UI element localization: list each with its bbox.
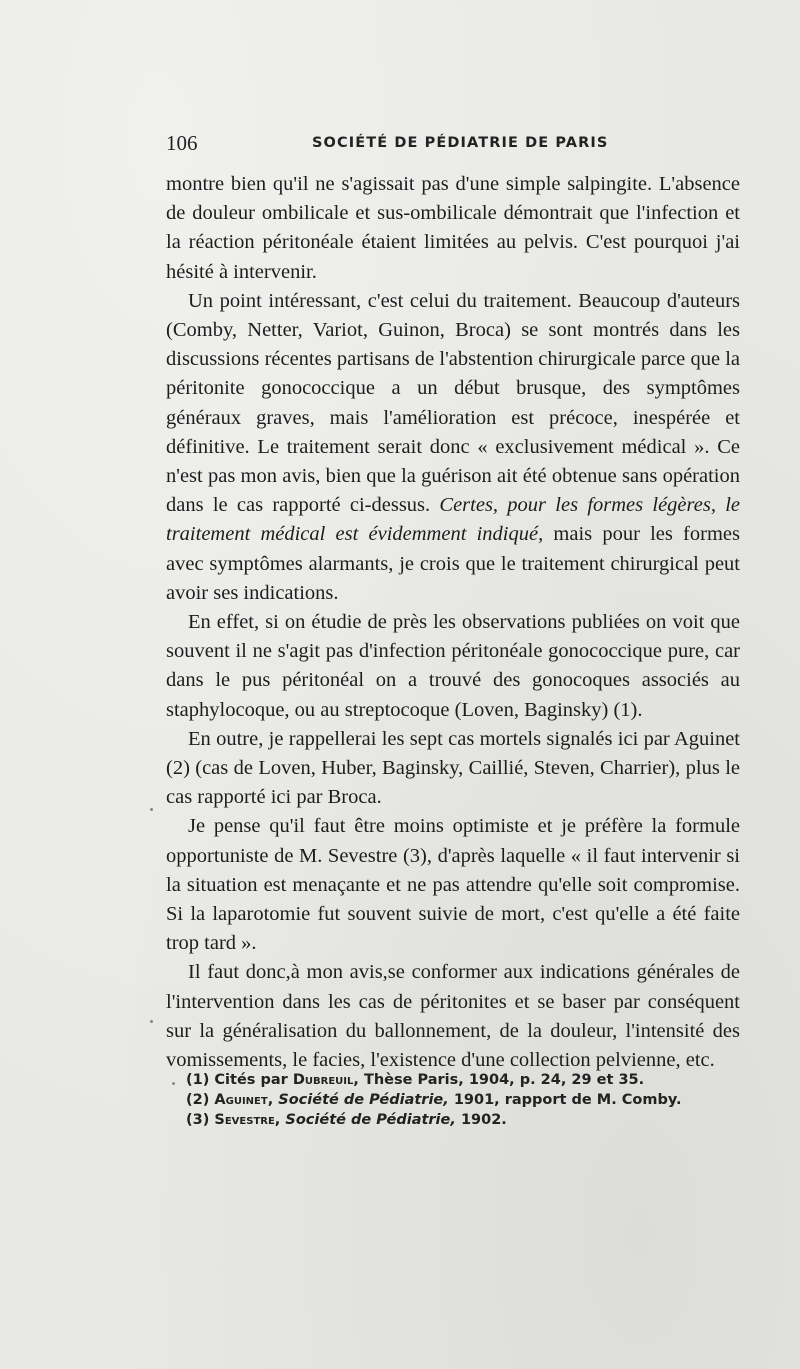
paragraph-3 xyxy=(166,608,740,725)
paragraph-6 xyxy=(166,958,740,1075)
running-title: SOCIÉTÉ DE PÉDIATRIE DE PARIS xyxy=(312,135,609,151)
paragraph-2-italic: Certes, pour les formes légères, le traitement médical est évidemment indiqué, xyxy=(166,494,740,546)
footnote-number: (2) xyxy=(186,1092,210,1108)
paragraph-5-text: Je pense qu'il faut être moins optimiste et je préfère la formule opportuniste de M. Sevestre (3), d'après laquelle « il faut intervenir si la situation est menaçante et ne pas attendre qu'elle soit compromise. Si la laparotomie fut souvent suivie de mort, c'est qu'elle a été faite trop tard ». xyxy=(166,815,740,955)
paragraph-3-text: En effet, si on étudie de près les observations publiées on voit que souvent il ne s'agit pas d'infection péritonéale gonococcique pure, car dans le pus péritonéal on a trouvé des gonocoques associés au staphylocoque, ou au streptocoque (Loven, Baginsky) (1). xyxy=(166,611,740,721)
footnote-2 xyxy=(186,1090,726,1110)
footnote-author: Aguinet, xyxy=(214,1092,274,1108)
paragraph-1-text: montre bien qu'il ne s'agissait pas d'une simple salpingite. L'absence de douleur ombilicale et sus-ombilicale démontrait que l'infection et la réaction péritonéale étaient limitées au pelvis. C'est pourquoi j'ai hésité à intervenir. xyxy=(166,173,740,283)
page-header xyxy=(166,131,740,161)
paragraph-5 xyxy=(166,812,740,958)
paragraph-4 xyxy=(166,725,740,813)
scan-speck xyxy=(150,1020,153,1023)
paragraph-6-text: Il faut donc,à mon avis,se conformer aux indications générales de l'intervention dans les cas de péritonites et se baser par conséquent sur la généralisation du ballonnement, de la douleur, l'intensité des vomissements, le facies, l'existence d'une collection pelvienne, etc. xyxy=(166,961,740,1072)
footnote-3 xyxy=(186,1110,726,1130)
paragraph-1 xyxy=(166,170,740,287)
footnote-author: Sevestre, xyxy=(214,1112,281,1128)
footnote-rest: 1902. xyxy=(460,1112,507,1128)
footnote-rest: Thèse Paris, 1904, p. 24, 29 et 35. xyxy=(363,1072,645,1088)
paragraph-2-text-end: mais pour les formes avec symptômes alarmants, je crois que le traitement chirurgical peut avoir ses indications. xyxy=(166,523,740,604)
footnote-1 xyxy=(186,1070,726,1090)
footnote-prefix: Cités par xyxy=(214,1072,288,1088)
paragraph-4-text: En outre, je rappellerai les sept cas mortels signalés ici par Aguinet (2) (cas de Loven, Huber, Baginsky, Caillié, Steven, Charrier), plus le cas rapporté ici par Broca. xyxy=(166,727,740,809)
paragraph-2-text-start: Un point intéressant, c'est celui du traitement. Beaucoup d'auteurs (Comby, Netter, Variot, Guinon, Broca) se sont montrés dans les discussions récentes partisans de l'abstention chirurgicale parce que la péritonite gonococcique a un début brusque, des symptômes généraux graves, mais l'amélioration est précoce, inespérée et définitive. Le traitement serait donc « exclusivement médical ». Ce n'est pas mon avis, bien que la guérison ait été obtenue sans opération dans le cas rapporté ci-dessus. xyxy=(166,289,740,517)
footnote-rest: 1901, rapport de M. Comby. xyxy=(453,1092,682,1108)
scan-speck xyxy=(150,808,153,811)
paragraph-2 xyxy=(166,287,740,608)
footnote-number: (1) xyxy=(186,1072,210,1088)
footnote-work: Société de Pédiatrie, xyxy=(278,1092,449,1108)
body-text xyxy=(166,170,740,1075)
footnote-work: Société de Pédiatrie, xyxy=(285,1112,456,1128)
footnote-number: (3) xyxy=(186,1112,210,1128)
footnote-author: Dubreuil, xyxy=(292,1072,359,1088)
page-number: 106 xyxy=(166,131,198,155)
footnotes xyxy=(186,1070,726,1130)
scan-speck xyxy=(172,1082,175,1085)
